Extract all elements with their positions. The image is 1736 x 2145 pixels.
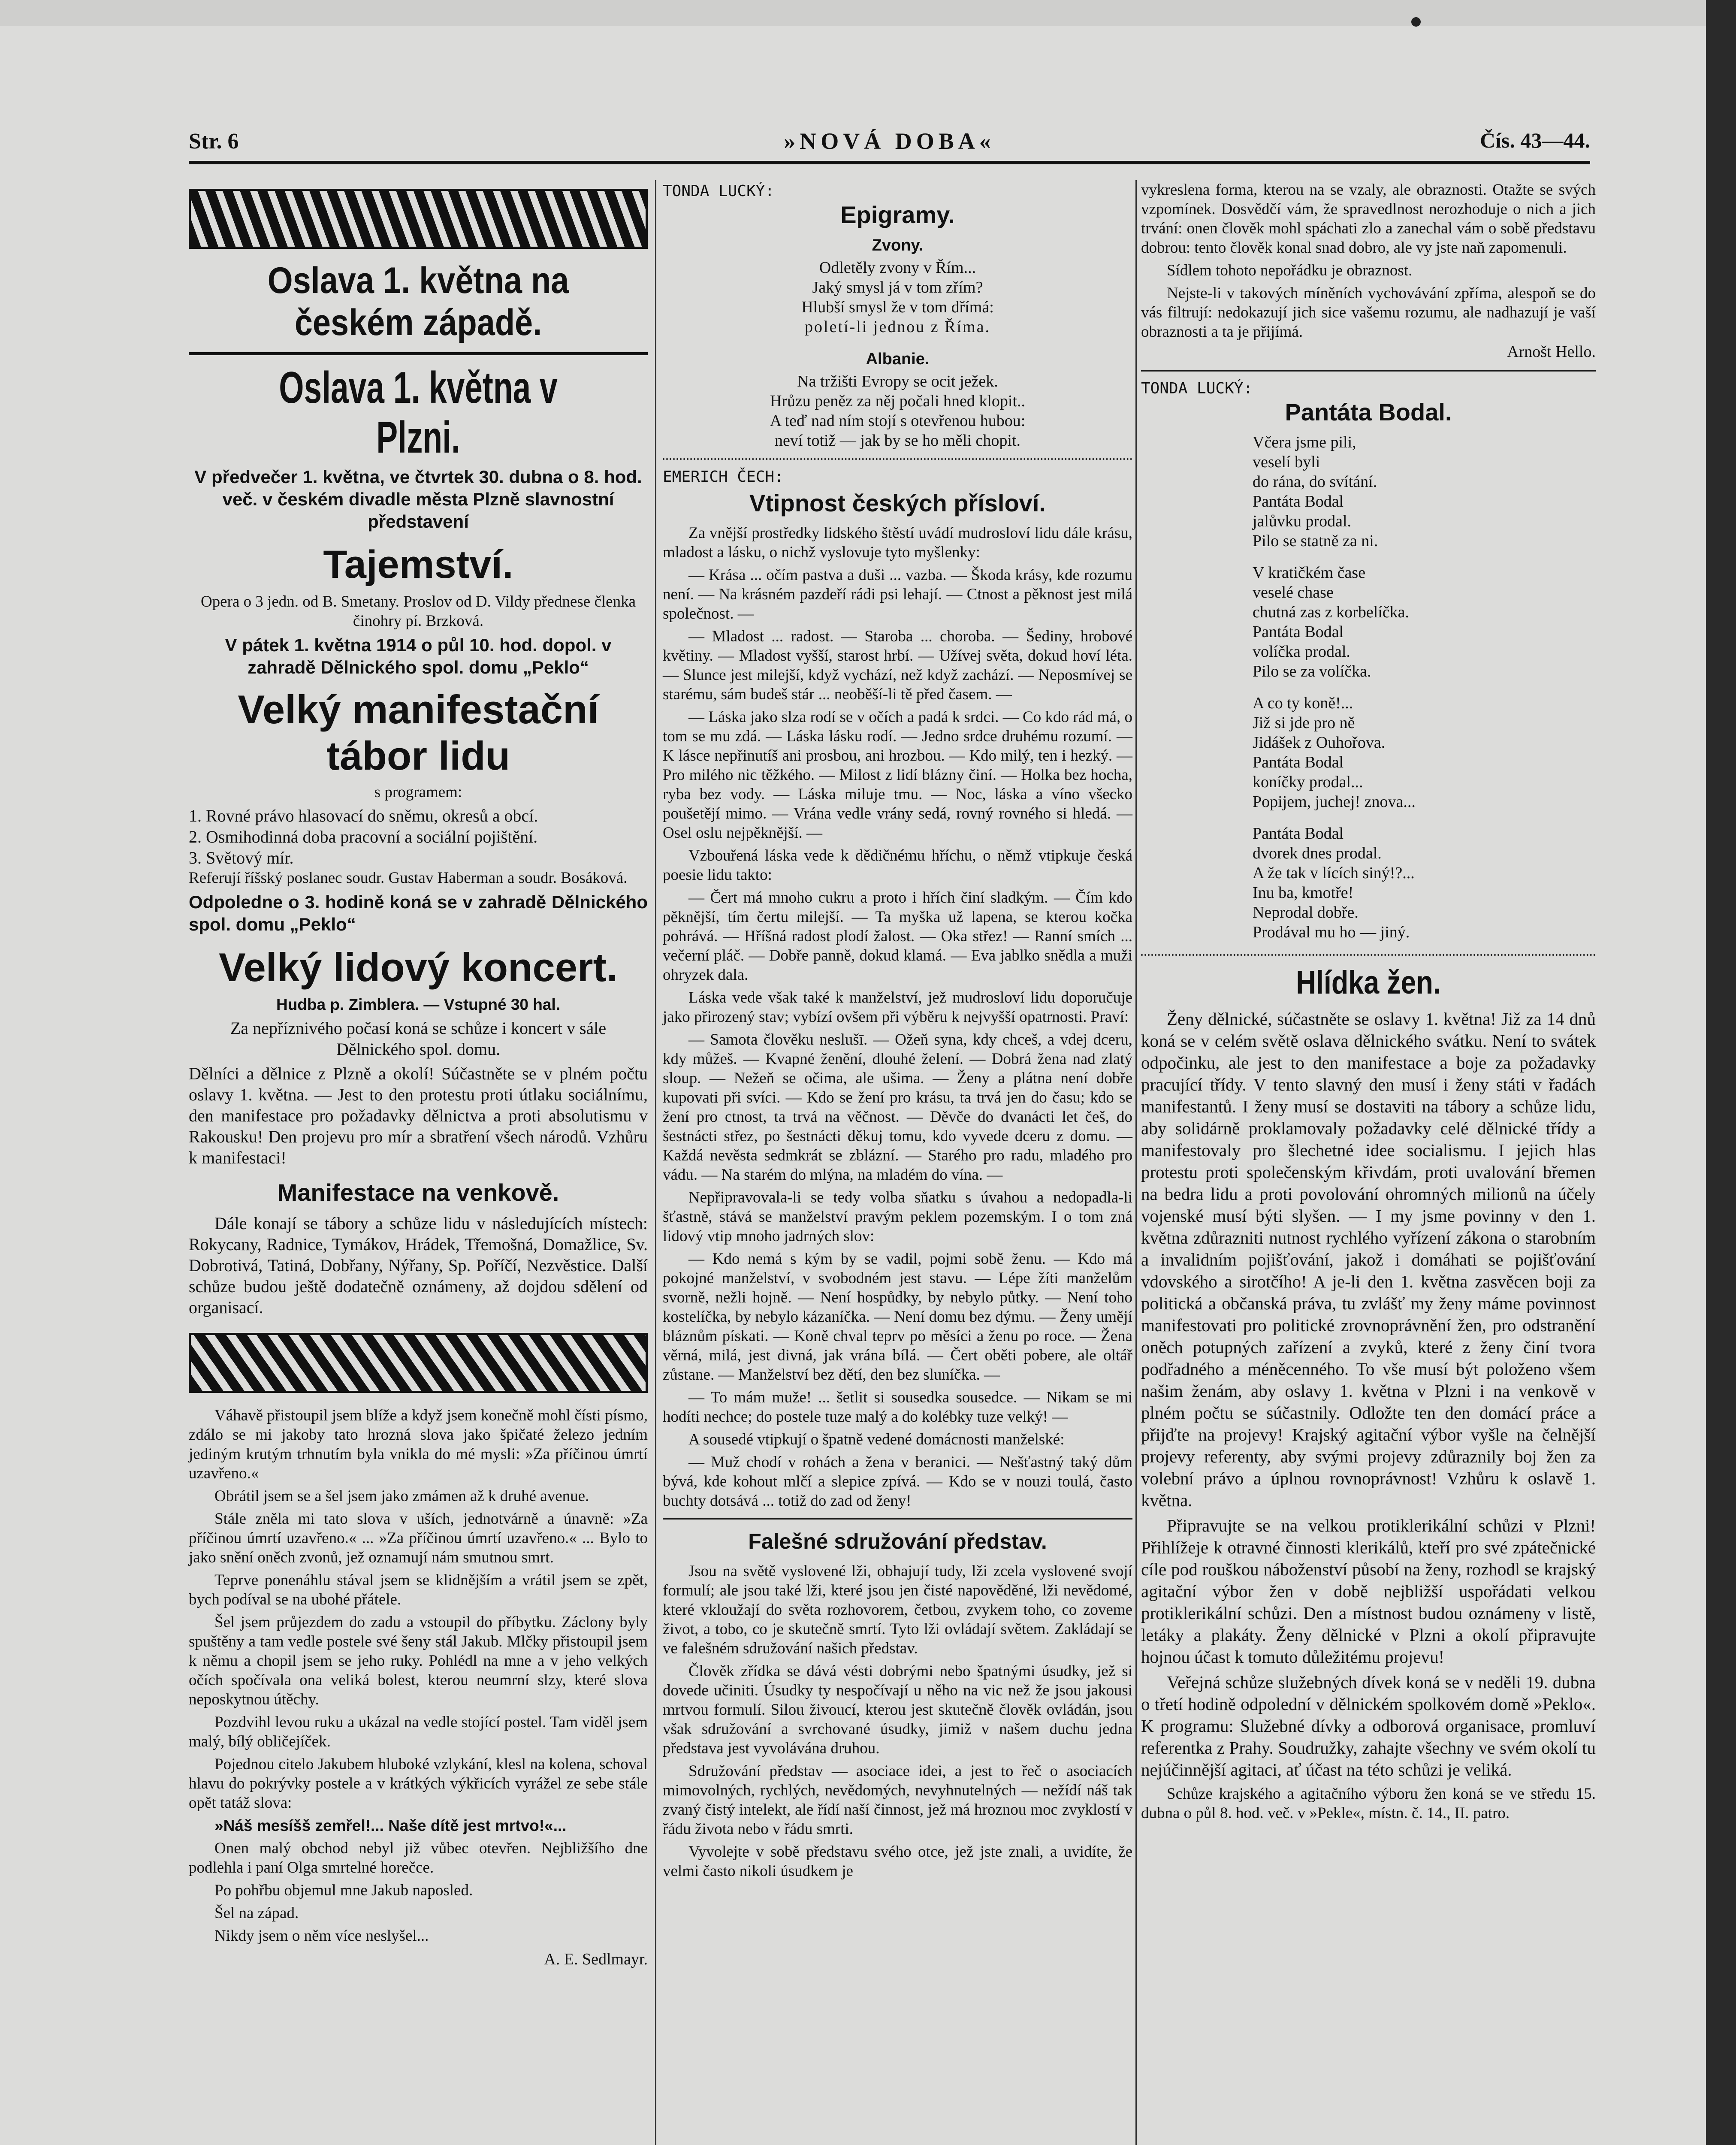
- page-header: [189, 124, 1590, 163]
- story-paragraph: Stále zněla mi tato slova v uších, jednotvárně a únavně: »Za příčinou úmrtí uzavřeno.« ... »Za příčinou úmrtí uzavřeno.« ... Bylo to jako snění oněch zvonů, jež oznamují nám smutnou smrt.: [189, 1510, 648, 1566]
- poem-line: Prodával mu ho — jiný.: [1253, 923, 1410, 941]
- poem-line: dvorek dnes prodal.: [1253, 844, 1382, 862]
- poem-line: Hlubší smysl že v tom dřímá:: [801, 298, 994, 316]
- concert-title: Velký lidový koncert.: [219, 945, 618, 990]
- albanie-poem: [663, 372, 1132, 450]
- article-paragraph: Sídlem tohoto nepořádku je obraznost.: [1167, 262, 1413, 279]
- issue-number: Čís. 43—44.: [1480, 128, 1590, 152]
- poem-line: V kratičkém čase: [1253, 564, 1366, 582]
- story-paragraph: Šel jsem průjezdem do zadu a vstoupil do příbytku. Záclony byly spuštěny a tam vedle postele své šeny stál Jakub. Mlčky přistoupil jsem k němu a chopil jsem se jeho ruky. Pohlédl na mne a v jeho velkých očích spočívala ona veliká bolest, kterou neumrní slzy, které slova neposkytnou útěchy.: [189, 1613, 648, 1708]
- poem-line: jalůvku prodal.: [1253, 512, 1352, 530]
- column-2: [663, 180, 1132, 1884]
- author-label: TONDA LUCKÝ:: [1141, 380, 1253, 397]
- falesne-text: [663, 1562, 1132, 1881]
- article-paragraph: — Kdo nemá s kým by se vadil, pojmi sobě ženu. — Kdo má pokojné manželství, v svobodném jest stavu. — Lépe žíti manželům svorně, nežli hojně. — Není hospůdky, by nebylo půtky. — Není toho kostelíčka, by nebylo kázaníčka. — Není domu bez dýmu. — Ženy umějí bláznům pískati. — Koně chval teprv po měsíci a ženu po roce. — Žena věrná, milá, jest divná, jak vrána bílá. — Čert oběti pobere, ale oltář zůstane. — Manželství bez dětí, den bez sluníčka. —: [663, 1250, 1132, 1384]
- venkov-title: Manifestace na venkově.: [277, 1179, 559, 1206]
- poem-stanza: [1253, 693, 1596, 812]
- column-divider-1: [655, 180, 656, 2145]
- poem-line: Pilo se statně za ni.: [1253, 532, 1378, 550]
- hlidka-title: Hlídka žen.: [1296, 964, 1441, 1001]
- article-paragraph: Láska vede však také k manželství, jež mudrosloví lidu doporučuje jako přirozený stav; vybízí ovšem při výběru k nejvyšší opatrnosti. Praví:: [663, 989, 1132, 1026]
- story-paragraph: »Náš mesíšš zemřel!... Naše dítě jest mrtvo!«...: [214, 1817, 567, 1834]
- opera-info: Opera o 3 jedn. od B. Smetany. Proslov od D. Vildy přednese členka činohry pí. Brzková.: [200, 593, 636, 630]
- main-headline: Oslava 1. května na českém západě.: [267, 260, 569, 343]
- author-label: EMERICH ČECH:: [663, 468, 784, 486]
- article-paragraph: vykreslena forma, kterou na se vzaly, ale obraznosti. Otažte se svých vzpomínek. Dosvědčí vám, že spravedlnost nerozhoduje o nich a jich trvání: onen člověk mohl spáchati zlo a zanechal vám o sobě představu dobrou: tento člověk konal snad dobro, ale vy jste naň zapomenuli.: [1141, 181, 1596, 257]
- divider: [189, 352, 648, 355]
- story-paragraph: Teprve ponenáhlu stával jsem se klidnějším a vrátil jsem se zpět, bych podíval se na ubohé přátele.: [189, 1571, 648, 1608]
- article-paragraph: A sousedé vtipkují o špatně vedené domácnosti manželské:: [688, 1431, 1065, 1448]
- column-divider-2: [1135, 180, 1137, 2145]
- poem-line: A co ty koně!...: [1253, 694, 1353, 712]
- article-paragraph: — Mladost ... radost. — Staroba ... choroba. — Šediny, hrobové květiny. — Mladost vyšší, starost hrbí. — Užívej světa, dokud hoví léta. — Slunce jest milejší, když vychází, než když zachází. — Neposmívej se starému, sám budeš stár ... neoběší-li tě před časem. —: [663, 628, 1132, 703]
- poem-stanza: [1253, 824, 1596, 942]
- manifest-title: Velký manifestační tábor lidu: [238, 687, 599, 778]
- article-paragraph: Sdružování představ — asociace idei, a jest to řeč o asociacích mimovolných, rychlých, nevědomých, nevyhnutelných — nežídí náš tak zvaný čistý intelekt, ale řídí naší činnost, jež má hroznou moc zvyklostí v řádu života nebo v řádu smrti.: [663, 1762, 1132, 1838]
- story-paragraph: Váhavě přistoupil jsem blíže a když jsem konečně mohl čísti písmo, zdálo se mi jakoby tato hrozná slova jako špičaté železo jedním jediným krutým trhnutím byla vnikla do mé mysli: »Za příčinou úmrtí uzavřeno.«: [189, 1407, 648, 1482]
- story-paragraph: Šel na západ.: [214, 1904, 299, 1922]
- divider: [1141, 954, 1596, 956]
- poem-line: Odletěly zvony v Řím...: [819, 259, 976, 277]
- poem-line: Pantáta Bodal: [1253, 492, 1344, 511]
- poem-line: veselí byli: [1253, 453, 1320, 471]
- program-item: 1. Rovné právo hlasovací do sněmu, okresů a obcí.: [189, 806, 538, 825]
- article-paragraph: — To mám muže! ... šetlit si sousedka sousedce. — Nikam se mi hodíti nechce; do postele tuze malý a do kolébky tuze velký! —: [663, 1389, 1132, 1426]
- poem-line: Popijem, juchej! znova...: [1253, 793, 1416, 811]
- poem-line: volíčka prodal.: [1253, 643, 1350, 661]
- divider: [1141, 370, 1596, 372]
- hello-text: [1141, 180, 1596, 341]
- column-3: [1141, 180, 1596, 1826]
- poem-line: Na tržišti Evropy se ocit ježek.: [797, 372, 998, 390]
- program-item: 3. Světový mír.: [189, 848, 294, 867]
- author-label: TONDA LUCKÝ:: [663, 182, 775, 200]
- header-rule: [189, 161, 1590, 164]
- epigramy-title: Epigramy.: [840, 201, 955, 228]
- poem-line: Neprodal dobře.: [1253, 903, 1359, 921]
- plzen-headline: Oslava 1. května v Plzni.: [279, 363, 558, 462]
- poem-line: A teď nad ním stojí s otevřenou hubou:: [770, 412, 1026, 430]
- poem-line: Pantáta Bodal: [1253, 623, 1344, 641]
- poem-line: Inu ba, kmotře!: [1253, 884, 1354, 902]
- zvony-poem: [663, 258, 1132, 337]
- poem-line: Pantáta Bodal: [1253, 753, 1344, 771]
- scan-margin: [0, 0, 1736, 26]
- speakers: Referují říšský poslanec soudr. Gustav Haberman a soudr. Bosáková.: [189, 869, 628, 887]
- hlidka-paragraph: Veřejná schůze služebných dívek koná se v neděli 19. dubna o třetí hodině odpolední v dělnickém spolkovém domě »Peklo«. K programu: Služebné dívky a odborová organisace, promluví referentka z Prahy. Soudružky, zahajte všechny ve svém okolí tu nejúčinnější agitaci, ať účast na této schůzi je veliká.: [1141, 1672, 1596, 1779]
- poem-line: Pantáta Bodal: [1253, 825, 1344, 843]
- article-paragraph: — Krása ... očím pastva a duši ... vazba. — Škoda krásy, kde rozumu není. — Na krásném pazdeří rádi psi lehají. — Ctnost a pěknost jest milá společnost. —: [663, 566, 1132, 622]
- poem-line: veselé chase: [1253, 583, 1334, 601]
- story-paragraph: Po pohřbu objemul mne Jakub naposled.: [214, 1882, 473, 1899]
- vtipnost-title: Vtipnost českých přísloví.: [749, 489, 1046, 517]
- newspaper-name: »NOVÁ DOBA«: [784, 128, 995, 154]
- friday-announcement: V pátek 1. května 1914 o půl 10. hod. dopol. v zahradě Dělnického spol. domu „Peklo“: [225, 635, 612, 677]
- poem-line: Včera jsme pili,: [1253, 433, 1356, 451]
- poem-stanza: [1253, 563, 1596, 681]
- ink-spot: [1411, 17, 1421, 27]
- poem-line: poletí-li jednou z Říma.: [805, 318, 990, 336]
- hlidka-paragraph: Připravujte se na velkou protiklerikální schůzi v Plzni! Přihlížeje k otravné činnosti klerikálů, kteří pro své zpátečnické cíle pod rouškou náboženství působí na ženy, rozhodl se krajský agitační výbor žen v době nejbližší uspořádati velkou protiklerikální schůzi. Den a místnost budou oznámeny v listě, letáky a plakáty. Ženy dělnické v Plzni a okolí připravujte hojnou účast k tomuto důležitému projevu!: [1141, 1516, 1596, 1667]
- story-paragraph: Onen malý obchod nebyl již vůbec otevřen. Nejbližšího dne podlehla i paní Olga smrtelné horečce.: [189, 1840, 648, 1876]
- column-1: [189, 180, 648, 1970]
- article-paragraph: — Láska jako slza rodí se v očích a padá k srdci. — Co kdo rád má, o tom se mu zdá. — Láska lásku rodí. — Jedno srdce druhému rozumí. — K lásce nepřinutíš ani prosbou, ani hrozbou. — Kdo milý, ten i hezký. — Pro milého nic těžkého. — Milost z lidí blázny činí. — Holka bez hocha, ryba bez vody. — Láska miluje tmu. — Noc, láska a víno všecko poušetějí mimo. — Vrána vedle vrány sedá, rovný rovného si hledá. — Osel oslu nejpěknější. —: [663, 708, 1132, 842]
- story-text: [189, 1406, 648, 1946]
- zvony-subtitle: Zvony.: [872, 236, 924, 254]
- program-list: [189, 805, 648, 868]
- poem-line: Jidášek z Ouhořova.: [1253, 734, 1386, 752]
- story-paragraph: Pojednou citelo Jakubem hluboké vzlykání, klesl na kolena, schoval hlavu do pokrývky postele a v krátkých výkřicích vyrážel ze sebe stále opět tatáž slova:: [189, 1755, 648, 1812]
- weather-note: Za nepříznivého počasí koná se schůze i koncert v sále Dělnického spol. domu.: [230, 1018, 607, 1059]
- divider: [663, 458, 1132, 460]
- story-signature: A. E. Sedlmayr.: [544, 1950, 648, 1968]
- bodal-title: Pantáta Bodal.: [1285, 399, 1452, 426]
- page-number: Str. 6: [189, 129, 239, 154]
- poem-line: do rána, do svítání.: [1253, 473, 1377, 491]
- poem-line: Již si jde pro ně: [1253, 714, 1355, 732]
- article-paragraph: — Samota člověku neslušī. — Ožeň syna, kdy chceš, a vdej dceru, kdy můžeš. — Kvapné ženění, dlouhé želení. — Dobrá žena nad zlatý sloup. — Nežeň se očima, ale ušima. — Ženy a plátna není dobře kupovati při svíci. — Kdo se žení pro krásu, ta trvá jen do času; kdo se žení pro ctnost, ta trvá na věčnost. — Děvče do dvanácti let češ, do šestnácti střez, po šestnácti děkuj tomu, kdo vyvede dceru z domu. — Každá nevěsta sedmkrát se zblázní. — Starého pro radu, mladého pro vádu. — Na starém do mlýna, na mladém do vína. —: [663, 1031, 1132, 1184]
- article-paragraph: Jsou na světě vyslovené lži, obhajují tudy, lži zcela vyslovené svojí formulí; ale jsou také lži, které jsou jen čisté napověděné, lži nevědomé, které vkloužají do světa rozhovorem, četbou, zvykem toho, co zoveme život, a tobo, co je skutečně smrtí. Tyto lži ovládají světem. Zakládají se ve falešném sdružování našich představ.: [663, 1562, 1132, 1657]
- falesne-title: Falešné sdružování představ.: [748, 1529, 1047, 1553]
- poem-line: Jaký smysl já v tom zřím?: [812, 278, 983, 296]
- ornament-band: [189, 1333, 648, 1393]
- poem-line: Hrůzu peněz za něj počali hned klopit..: [770, 392, 1026, 410]
- hlidka-paragraph: Schůze krajského a agitačního výboru žen koná se ve středu 15. dubna o půl 8. hod. več. v »Pekle«, místn. č. 14., II. patro.: [1141, 1785, 1596, 1822]
- story-paragraph: Pozdvihl levou ruku a ukázal na vedle stojící postel. Tam viděl jsem malý, bílý obličejíček.: [189, 1713, 648, 1750]
- poem-stanza: [1253, 432, 1596, 551]
- article-paragraph: Člověk zřídka se dává vésti dobrými nebo špatnými úsudky, jež si dovede učiniti. Úsudky ty nespočívají u něho na vic než že jsou jakousi mrtvou formulí. Silou živoucí, kterou jest skutečně člověk ovládán, jsou však sdružování a svrchované úsudky, jimiž v našem duchu jedna představa jest vyvolávána druhou.: [663, 1662, 1132, 1757]
- albanie-subtitle: Albanie.: [866, 350, 930, 368]
- venkov-text: Dále konají se tábory a schůze lidu v následujících místech: Rokycany, Radnice, Tymákov, Hrádek, Třemošná, Domažlice, Sv. Dobrotivá, Tatiná, Dobřany, Nýřany, Sp. Poříčí, Nezvěstice. Další schůze budou ještě dodatečně oznámeny, až dojdou sdělení od organisací.: [189, 1214, 648, 1317]
- article-paragraph: Nepřipravovala-li se tedy volba sňatku s úvahou a nedopadla-li šťastně, stává se manželství pravým peklem pozemským. I o tom zná lidový vtip mnoho jadrných slov:: [663, 1189, 1132, 1245]
- vtipnost-text: [663, 523, 1132, 1511]
- poem-line: koníčky prodal...: [1253, 773, 1363, 791]
- article-paragraph: Vzbouřená láska vede k dědičnému hříchu, o němž vtipkuje česká poesie lidu takto:: [663, 847, 1132, 884]
- poem-line: neví totiž — jak by se ho měli chopit.: [774, 432, 1021, 450]
- article-paragraph: — Muž chodí v rohách a žena v beranici. — Nešťastný taký dům bývá, kde kohout mlčí a slepice zpívá. — Kdo se v nouzi toulá, často buchty dotsává ... totiž do zad od ženy!: [663, 1453, 1132, 1510]
- article-paragraph: Vyvolejte v sobě představu svého otce, jež jste znali, a uvidíte, že velmi často nikoli úsudkem je: [663, 1843, 1132, 1880]
- hello-signature: Arnošt Hello.: [1507, 343, 1596, 361]
- article-paragraph: — Čert má mnoho cukru a proto i hřích činí sladkým. — Čím kdo pěknější, tím čertu milejší. — Ta myška už lapena, se kterou kočka pohrává. — Hříšná radost plodí žalost. — Oka střez! — Ranní smích ... večerní pláč. — Dobře panně, dokud klamá. — Eva jablko snědla a muži ohryzek dala.: [663, 889, 1132, 984]
- hlidka-paragraph: Ženy dělnické, súčastněte se oslavy 1. května! Již za 14 dnů koná se v celém světě oslava dělnického svátku. Není to svátek odpočinku, ale jest to den manifestace a boje za požadavky pracující třídy. V tento slavný den musí i ženy státi v řadách manifestantů. I ženy musí se dostaviti na tábory a schůze lidu, aby solidárně proklamovaly požadavky celé dělnické třídy a manifestovaly pro šlechetné idee socialismu. I jejich hlas protestu proti společenským křivdám, proti uvalování břemen na bedra lidu a proti povolování ohromných milionů na účely vojenské musí býti slyšen. — I my jsme povinny v den 1. května zdůrazniti nutnost rychlého vyřízení zákona o starobním a invalidním pojišťování, jakož i domáhati se pojišťování vdovského a sirotčího! A je-li den 1. května zasvěcen boji za politická a občanská práva, tu zvlášť my ženy máme povinnost manifestovati pro politické zrovnoprávnění žen, pro odstranění oněch potupných zařízení a zvyků, které z ženy činí tvora podřadného a méněcenného. To vše musí být položeno všem našim ženám, aby oslavy 1. května v Plzni i na venkově v plném počtu se súčastnily. Odložte ten den domácí práce a přijďte na projevy! Krajský agitační výbor vyšle na čelnější projevy referenty, aby svými projevy zdůraznily boj žen za volební právo a úplnou rovnoprávnost! Vzhůru k oslavě 1. května.: [1141, 1009, 1596, 1510]
- page-edge-shadow: [1706, 0, 1736, 2145]
- concert-info: Hudba p. Zimblera. — Vstupné 30 hal.: [276, 996, 560, 1013]
- program-item: 2. Osmihodinná doba pracovní a sociální pojištění.: [189, 827, 538, 846]
- afternoon-announcement: Odpoledne o 3. hodině koná se v zahradě Dělnického spol. domu „Peklo“: [189, 892, 648, 934]
- article-paragraph: Nejste-li v takových míněních vychovávání zpříma, alespoň se do vás filtrují: nedokazují jich sice vašemu rozumu, ale nadhazují je vaší obraznosti a ta je přijímá.: [1141, 284, 1596, 341]
- bodal-poem: [1141, 432, 1596, 942]
- divider: [663, 1518, 1132, 1520]
- poem-line: A že tak v lících siný!?...: [1253, 864, 1415, 882]
- story-paragraph: Nikdy jsem o něm více neslyšel...: [214, 1927, 429, 1945]
- poem-line: Pilo se za volíčka.: [1253, 662, 1371, 680]
- appeal-text: Dělníci a dělnice z Plzně a okolí! Súčastněte se v plném počtu oslavy 1. května. — Jest to den protestu proti útlaku sociálnímu, den manifestace pro požadavky dělnictva a proti absolutismu v Rakousku! Den projevu pro mír a sbratření všech národů. Vzhůru k manifestaci!: [189, 1064, 648, 1167]
- poem-line: chutná zas z korbelíčka.: [1253, 603, 1410, 621]
- program-label: s programem:: [374, 783, 462, 801]
- article-paragraph: Za vnější prostředky lidského štěstí uvádí mudrosloví lidu dále krásu, mladost a lásku, o nichž vyslovuje tyto myšlenky:: [663, 524, 1132, 561]
- story-paragraph: Obrátil jsem se a šel jsem jako zmámen až k druhé avenue.: [214, 1487, 589, 1505]
- ornament-band: [189, 189, 648, 249]
- opera-title: Tajemství.: [323, 543, 513, 586]
- eve-announcement: V předvečer 1. května, ve čtvrtek 30. dubna o 8. hod. več. v českém divadle města Plzně slavnostní představení: [194, 467, 642, 532]
